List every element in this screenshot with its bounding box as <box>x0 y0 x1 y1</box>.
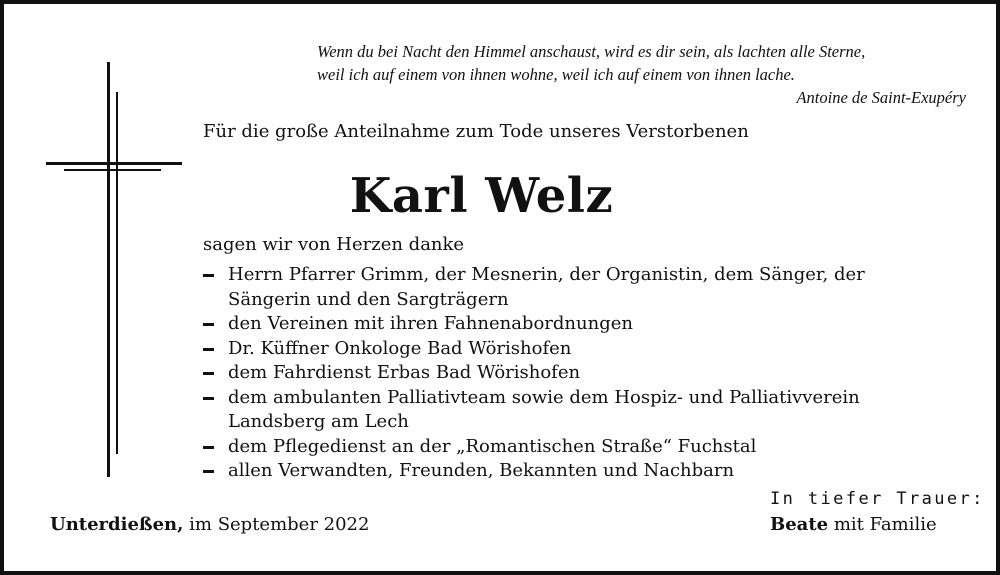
list-item-text: Dr. Küffner Onkologe Bad Wörishofen <box>228 337 572 359</box>
list-item-text: dem Pflegedienst an der „Romantischen Straße“ Fuchstal <box>228 435 757 457</box>
list-item <box>203 459 923 484</box>
list-item <box>203 435 923 460</box>
date-text: im September 2022 <box>189 514 370 535</box>
list-item-text: allen Verwandten, Freunden, Bekannten und Nachbarn <box>228 460 735 481</box>
list-item <box>203 337 923 362</box>
list-item <box>203 263 923 312</box>
thanks-list <box>203 263 923 484</box>
family-name: Beate <box>770 514 829 535</box>
cross-horizontal-bar-inner <box>64 169 161 171</box>
dash-bullet-icon <box>203 274 214 277</box>
cross-horizontal-bar <box>46 162 182 165</box>
list-item <box>203 386 923 435</box>
place-date <box>50 514 369 535</box>
cross-vertical-bar-inner <box>116 92 118 454</box>
deceased-name: Karl Welz <box>349 168 614 224</box>
dash-bullet-icon <box>203 470 214 473</box>
thanks-line: sagen wir von Herzen danke <box>203 234 465 255</box>
list-item-text: Herrn Pfarrer Grimm, der Mesnerin, der Organistin, dem Sänger, der Sängerin und den Sargträgern <box>228 264 865 310</box>
quote-line-2: weil ich auf einem von ihnen wohne, weil ich auf einem von ihnen lache. <box>317 65 795 84</box>
list-item-text: dem ambulanten Palliativteam sowie dem Hospiz- und Palliativverein Landsberg am Lech <box>228 386 860 432</box>
quote-line-1: Wenn du bei Nacht den Himmel anschaust, wird es dir sein, als lachten alle Sterne, <box>317 42 866 61</box>
dash-bullet-icon <box>203 372 214 375</box>
quote-block <box>317 40 966 109</box>
mourning-label: In tiefer Trauer: <box>770 489 985 509</box>
family-rest: mit Familie <box>833 514 937 535</box>
intro-text: Für die große Anteilnahme zum Tode unseres Verstorbenen <box>203 121 749 142</box>
list-item <box>203 312 923 337</box>
dash-bullet-icon <box>203 348 214 351</box>
dash-bullet-icon <box>203 323 214 326</box>
list-item <box>203 361 923 386</box>
signature <box>770 514 937 535</box>
place-name: Unterdießen, <box>50 514 184 535</box>
quote-author: Antoine de Saint-Exupéry <box>796 88 966 107</box>
list-item-text: dem Fahrdienst Erbas Bad Wörishofen <box>228 362 581 383</box>
dash-bullet-icon <box>203 446 214 449</box>
dash-bullet-icon <box>203 397 214 400</box>
cross-vertical-bar <box>107 62 110 477</box>
list-item-text: den Vereinen mit ihren Fahnenabordnungen <box>228 313 633 334</box>
cross-icon <box>46 62 186 482</box>
